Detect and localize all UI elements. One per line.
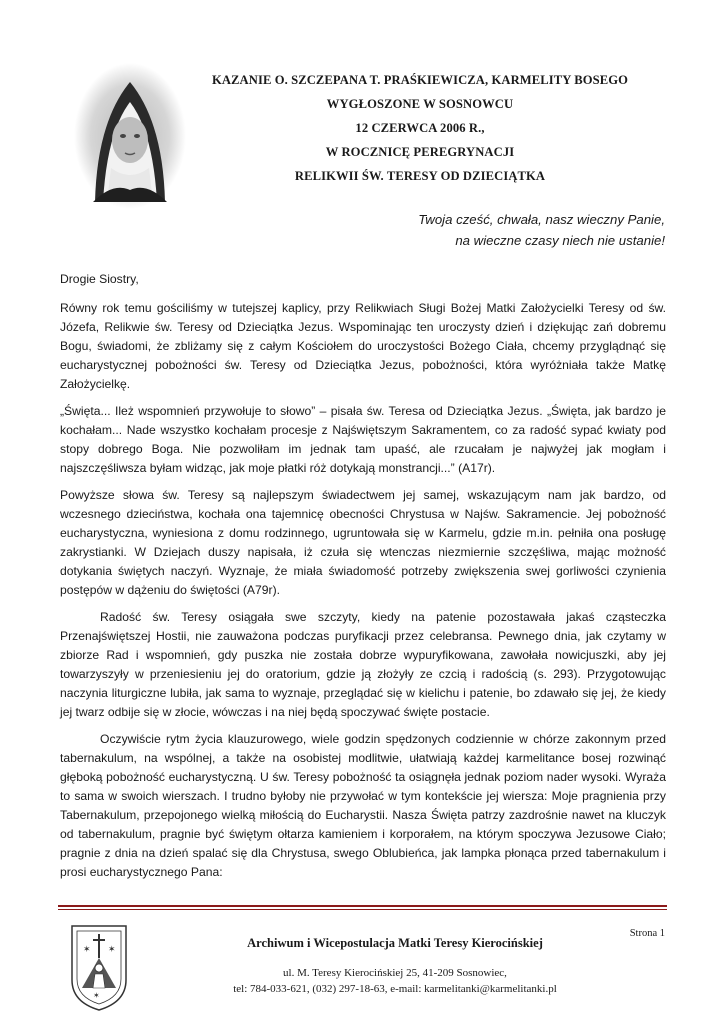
epigraph-line-1: Twoja cześć, chwała, nasz wieczny Panie, <box>418 212 665 227</box>
archive-title: Archiwum i Wicepostulacja Matki Teresy Kierocińskiej <box>247 936 543 950</box>
svg-text:✶: ✶ <box>83 945 91 955</box>
paragraph-3: Powyższe słowa św. Teresy są najlepszym świadectwem jej samej, wskazującym nam jak bardzo, od wczesnego dzieciństwa, kochała ona tajemnicę obecności Chrystusa w Najśw. Sakramencie. Jej pobożność eucharystyczna, wyniesiona z domu rodzinnego, ugruntowała się w Karmelu, gdzie m.in. pełniła ona posługę zakrystianki. W Dziejach duszy napisała, iż czuła się wtenczas niezmiernie szczęśliwa, mając możność dotykania świętych naczyń. Wyznaje, że miała świadomość potrzeby zwiększenia swej gorliwości czynienia postępów w dążeniu do świętości (A79r). <box>60 488 666 597</box>
page-number: Strona 1 <box>629 928 665 939</box>
portrait-photo <box>73 62 188 210</box>
paragraph-1: Równy rok temu gościliśmy w tutejszej kaplicy, przy Relikwiach Sługi Bożej Matki Założycielki Teresy od św. Józefa, Relikwie św. Teresy od Dzieciątka Jezus. Wspominając ten uroczysty dzień i dziękując zań dobremu Bogu, świadomi, że zbliżamy się z całym Kościołem do uroczystości Bożego Ciała, chcemy przyglądnąć się eucharystycznej pobożności św. Teresy od Dzieciątka Jezus, pobożności, która wyróżniała także Matkę Założycielkę. <box>60 301 666 391</box>
epigraph-line-2: na wieczne czasy niech nie ustanie! <box>455 233 665 248</box>
footer-divider <box>58 905 667 907</box>
epigraph <box>418 209 665 251</box>
title-line-5: RELIKWII ŚW. TERESY OD DZIECIĄTKA <box>294 169 546 183</box>
paragraph-5: Oczywiście rytm życia klauzurowego, wiele godzin spędzonych codziennie w chórze zakonnym przed tabernakulum, na wspólnej, a także na osobistej modlitwie, ułatwiają każdej karmelitance bosej rozwinąć głęboką pobożność eucharystyczną. U św. Teresy pobożność ta osiągnęła jednak poziom nader wysoki. Wyraża to sama w swoich wierszach. I trudno byłoby nie przywołać w tym kontekście jej wiersza: Moje pragnienia przy Tabernakulum, przepojonego wielką miłością do Eucharystii. Nasza Święta patrzy zazdrośnie nawet na kluczyk od tabernakulum, pragnie być świętym ołtarza kamieniem i korporałem, na którym spoczywa Jezusowe Ciało; pragnie z dnia na dzień spalać się dla Chrystusa, swego Oblubieńca, jak lampka płonąca przed tabernakulum i prosi eucharystycznego Pana: <box>60 732 666 879</box>
svg-text:✶: ✶ <box>108 945 116 955</box>
congregation-emblem <box>68 922 130 1018</box>
contact-line: tel: 784-033-621, (032) 297-18-63, e-mail: karmelitanki@karmelitanki.pl <box>233 983 557 995</box>
greeting: Drogie Siostry, <box>60 272 139 286</box>
svg-text:✶: ✶ <box>93 991 100 1000</box>
address-line: ul. M. Teresy Kierocińskiej 25, 41-209 Sosnowiec, <box>283 967 507 979</box>
sermon-title <box>190 68 650 188</box>
title-line-2: WYGŁOSZONE W SOSNOWCU <box>326 97 514 111</box>
title-line-3: 12 CZERWCA 2006 R., <box>355 121 485 135</box>
paragraph-4: Radość św. Teresy osiągała swe szczyty, kiedy na patenie pozostawała jakaś cząsteczka Przenajświętszej Hostii, nie zauważona podczas puryfikacji przez celebransa. Pewnego dnia, jak czytamy w zbiorze Rad i wspomnień, gdy puszka nie została dobrze wypuryfikowana, zawołała nowicjuszki, aby jej towarzyszyły w przeniesieniu jej do oratorium, gdzie ją złożyły ze czcią i radością (s. 293). Przygotowując naczynia liturgiczne lubiła, jak sama to wyznaje, przeglądać się w kielichu i patenie, bo zdawało się jej, że kiedy jej twarz odbije się w złocie, wówczas i na niej będą spoczywać święte postacie. <box>60 610 666 719</box>
archive-address <box>160 965 630 997</box>
paragraph-2: „Święta... Ileż wspomnień przywołuje to słowo” – pisała św. Teresa od Dzieciątka Jezus. „Święta, jak bardzo je kochałam... Nade wszystko kochałam procesje z Najświętszym Sakramentem, co za radość sypać kwiaty pod stopy dobrego Boga. Nie pozwoliłam im jednak tam upaść, ale rzucałam je najwyżej jak mogłam i najszczęśliwsza byłam widząc, jak moje płatki róż dotykają monstrancji...” (A17r). <box>60 404 666 475</box>
title-line-4: W ROCZNICĘ PEREGRYNACJI <box>325 145 515 159</box>
sermon-body <box>60 270 666 890</box>
title-line-1: KAZANIE O. SZCZEPANA T. PRAŚKIEWICZA, KARMELITY BOSEGO <box>211 73 629 87</box>
footer-divider-thin <box>58 909 667 910</box>
